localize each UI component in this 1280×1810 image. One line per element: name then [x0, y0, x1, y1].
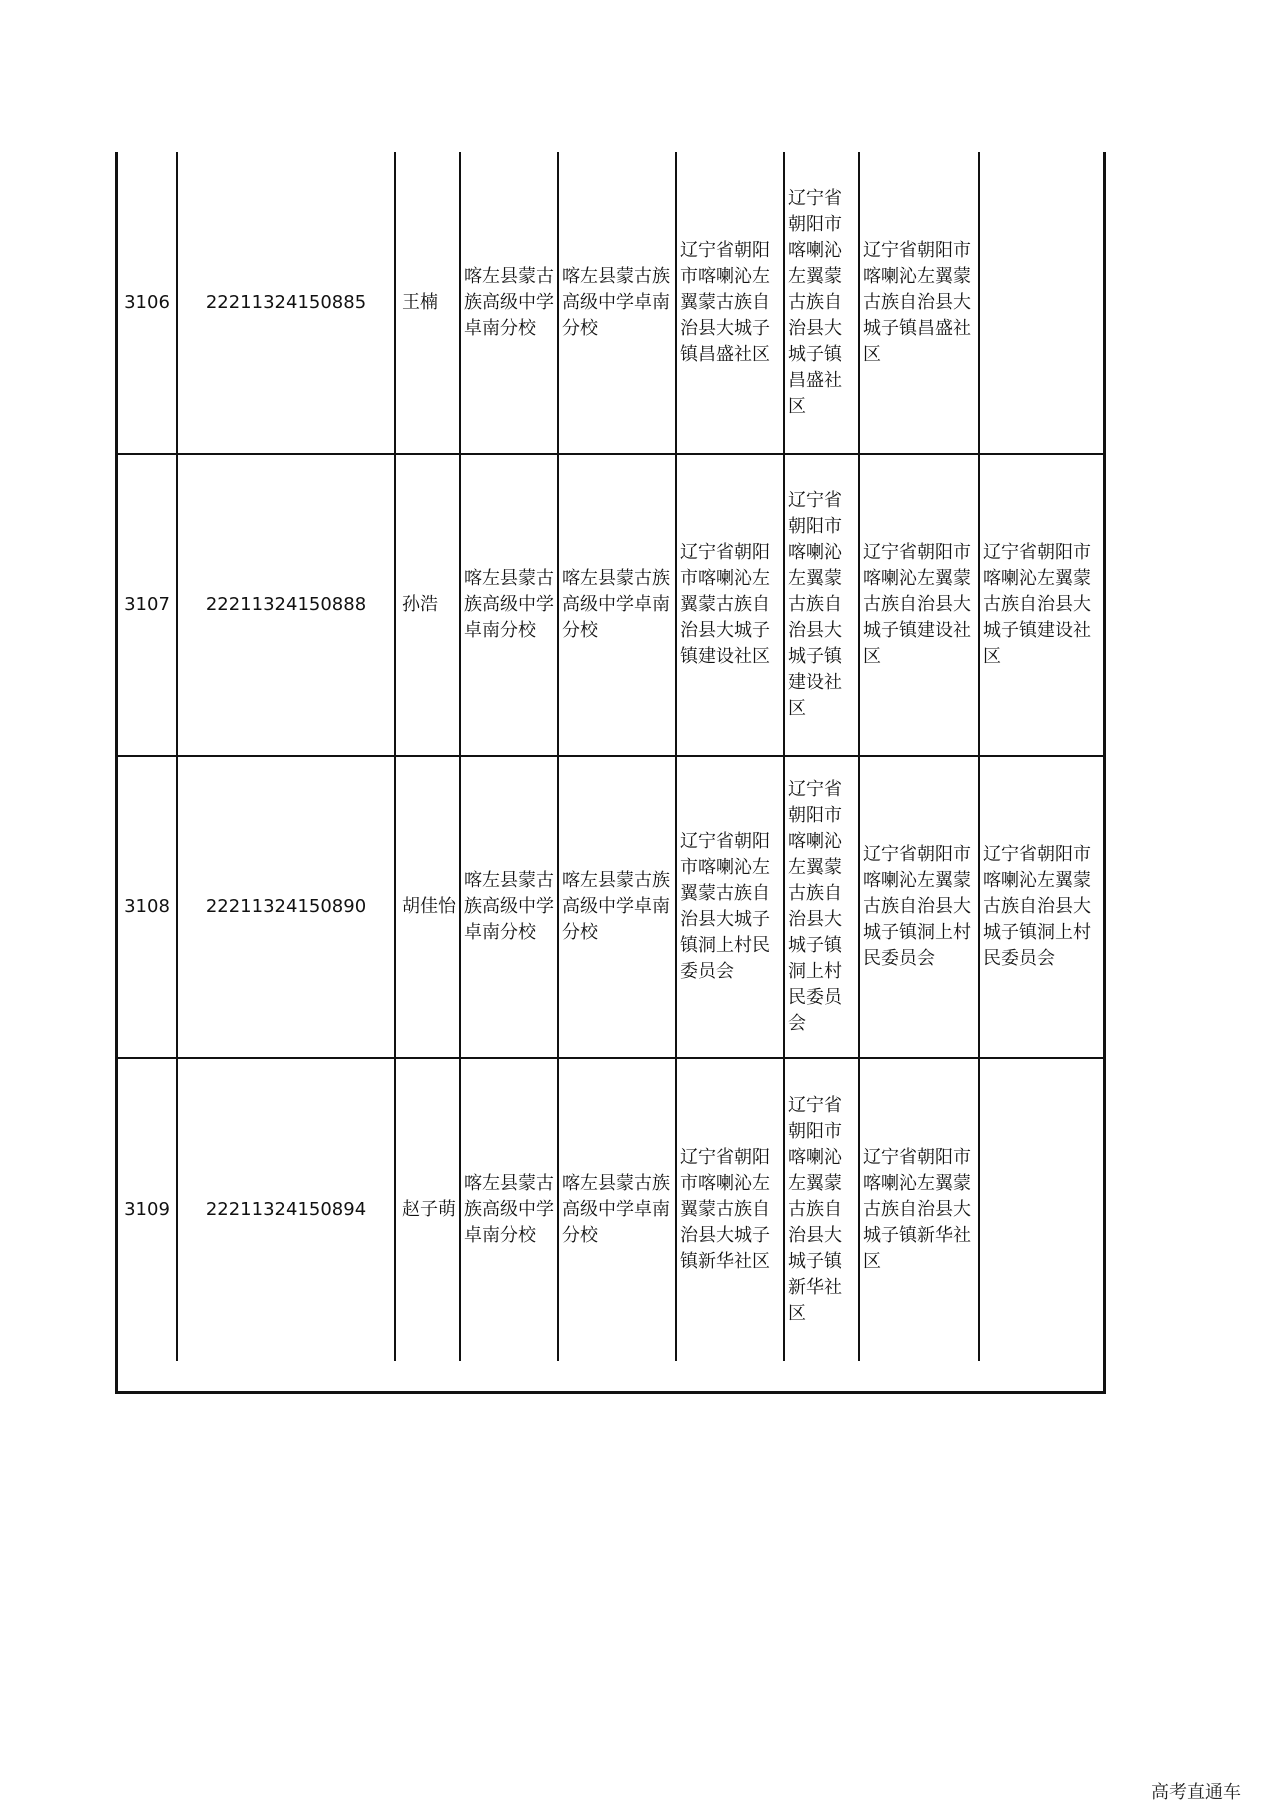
exam-id: 22211324150888 — [177, 454, 395, 756]
address-1: 辽宁省朝阳市喀喇沁左翼蒙古族自治县大城子镇昌盛社区 — [676, 152, 784, 454]
student-name: 王楠 — [395, 152, 460, 454]
address-3: 辽宁省朝阳市喀喇沁左翼蒙古族自治县大城子镇昌盛社区 — [859, 152, 979, 454]
school: 喀左县蒙古族高级中学卓南分校 — [460, 1058, 558, 1361]
address-4 — [979, 1058, 1103, 1361]
address-1: 辽宁省朝阳市喀喇沁左翼蒙古族自治县大城子镇建设社区 — [676, 454, 784, 756]
exam-id: 22211324150885 — [177, 152, 395, 454]
school-secondary: 喀左县蒙古族高级中学卓南分校 — [558, 454, 676, 756]
row-number: 3106 — [118, 152, 177, 454]
address-1: 辽宁省朝阳市喀喇沁左翼蒙古族自治县大城子镇洞上村民委员会 — [676, 756, 784, 1058]
table-row — [118, 454, 1103, 756]
address-3: 辽宁省朝阳市喀喇沁左翼蒙古族自治县大城子镇建设社区 — [859, 454, 979, 756]
table-row — [118, 1058, 1103, 1361]
row-number: 3109 — [124, 1199, 170, 1220]
address-4: 辽宁省朝阳市喀喇沁左翼蒙古族自治县大城子镇洞上村民委员会 — [979, 756, 1103, 1058]
address-2: 辽宁省朝阳市喀喇沁左翼蒙古族自治县大城子镇建设社区 — [784, 454, 859, 756]
watermark-text: 高考直通车 — [1151, 1782, 1241, 1803]
student-name: 孙浩 — [395, 454, 460, 756]
row-number: 3107 — [118, 454, 177, 756]
address-2: 辽宁省朝阳市喀喇沁左翼蒙古族自治县大城子镇昌盛社区 — [784, 152, 859, 454]
school-secondary: 喀左县蒙古族高级中学卓南分校 — [558, 1058, 676, 1361]
table-row — [118, 152, 1103, 454]
school-secondary: 喀左县蒙古族高级中学卓南分校 — [558, 756, 676, 1058]
school: 喀左县蒙古族高级中学卓南分校 — [460, 454, 558, 756]
student-name: 胡佳怡 — [395, 756, 460, 1058]
exam-id: 22211324150894 — [177, 1058, 395, 1361]
address-2: 辽宁省朝阳市喀喇沁左翼蒙古族自治县大城子镇新华社区 — [784, 1058, 859, 1361]
address-4: 辽宁省朝阳市喀喇沁左翼蒙古族自治县大城子镇建设社区 — [979, 454, 1103, 756]
exam-id: 22211324150890 — [177, 756, 395, 1058]
address-1: 辽宁省朝阳市喀喇沁左翼蒙古族自治县大城子镇新华社区 — [676, 1058, 784, 1361]
student-name: 赵子萌 — [395, 1058, 460, 1361]
address-2: 辽宁省朝阳市喀喇沁左翼蒙古族自治县大城子镇洞上村民委员会 — [784, 756, 859, 1058]
school: 喀左县蒙古族高级中学卓南分校 — [460, 756, 558, 1058]
row-number: 3108 — [118, 756, 177, 1058]
student-table — [115, 152, 1106, 1394]
school-secondary: 喀左县蒙古族高级中学卓南分校 — [558, 152, 676, 454]
table-row — [118, 756, 1103, 1058]
data-table — [118, 152, 1103, 1361]
address-3: 辽宁省朝阳市喀喇沁左翼蒙古族自治县大城子镇洞上村民委员会 — [859, 756, 979, 1058]
address-4 — [979, 152, 1103, 454]
address-3: 辽宁省朝阳市喀喇沁左翼蒙古族自治县大城子镇新华社区 — [859, 1058, 979, 1361]
school: 喀左县蒙古族高级中学卓南分校 — [460, 152, 558, 454]
